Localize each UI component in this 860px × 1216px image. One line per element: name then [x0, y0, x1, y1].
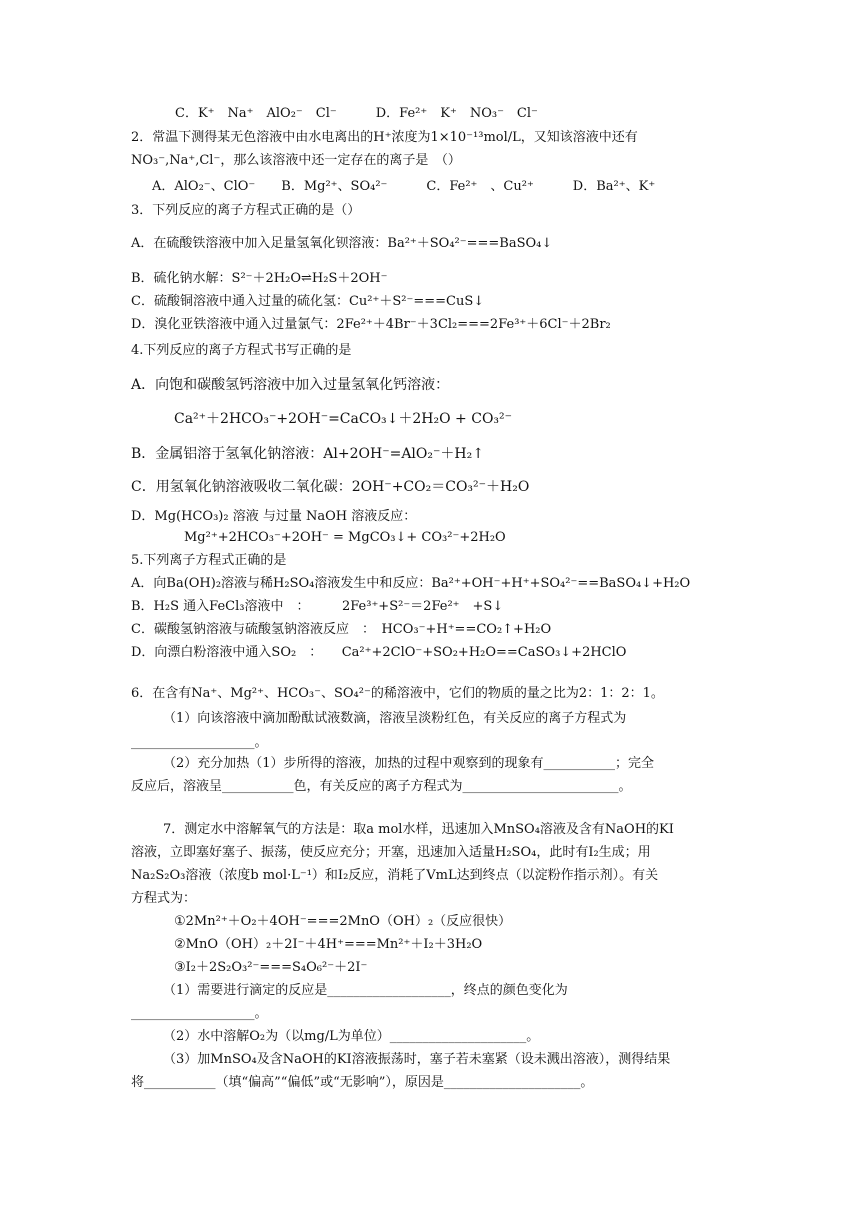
- q5-option-b: B．H₂S 通入FeCl₃溶液中 ： 2Fe³⁺+S²⁻＝2Fe²⁺ +S↓: [131, 599, 504, 614]
- q7-part3-line1: （3）加MnSO₄及含NaOH的KI溶液振荡时，塞子若未塞紧（设未溅出溶液），测得结果: [163, 1052, 671, 1067]
- q4-option-d-equation: Mg²⁺+2HCO₃⁻+2OH⁻ = MgCO₃↓+ CO₃²⁻+2H₂O: [184, 530, 506, 545]
- q4-option-d: D．Mg(HCO₃)₂ 溶液 与过量 NaOH 溶液反应：: [131, 509, 417, 524]
- q6-stem: 6．在含有Na⁺、Mg²⁺、HCO₃⁻、SO₄²⁻的稀溶液中，它们的物质的量之比为2：1：2：1。: [131, 686, 664, 701]
- q7-stem-line2: 溶液，立即塞好塞子、振荡，使反应充分；开塞，迅速加入适量H₂SO₄，此时有I₂生成；用: [131, 845, 651, 860]
- q7-equation-1: ①2Mn²⁺＋O₂＋4OH⁻===2MnO（OH）₂（反应很快）: [174, 914, 512, 929]
- q7-part1: （1）需要进行滴定的反应是___________________，终点的颜色变化为: [163, 983, 568, 998]
- q5-stem: 5.下列离子方程式正确的是: [131, 553, 287, 568]
- q4-option-b: B．金属铝溶于氢氧化钠溶液：Al+2OH⁻=AlO₂⁻＋H₂↑: [131, 446, 484, 462]
- q6-part1: （1）向该溶液中滴加酚酞试液数滴，溶液呈淡粉红色，有关反应的离子方程式为: [163, 711, 627, 726]
- q4-stem: 4.下列反应的离子方程式书写正确的是: [131, 343, 352, 358]
- q7-stem-line4: 方程式为：: [131, 891, 197, 906]
- q3-option-c: C．硫酸铜溶液中通入过量的硫化氢：Cu²⁺＋S²⁻===CuS↓: [131, 294, 485, 309]
- q4-option-c: C．用氢氧化钠溶液吸收二氧化碳：2OH⁻+CO₂＝CO₃²⁻＋H₂O: [131, 479, 530, 495]
- q2-options: A．AlO₂⁻、ClO⁻ B．Mg²⁺、SO₄²⁻ C．Fe²⁺ 、Cu²⁺ D．Ba²⁺、K⁺: [152, 179, 656, 194]
- q4-option-a: A．向饱和碳酸氢钙溶液中加入过量氢氧化钙溶液：: [131, 377, 450, 393]
- q7-part2: （2）水中溶解O₂为（以mg/L为单位）_____________________。: [163, 1029, 540, 1044]
- q7-equation-3: ③I₂＋2S₂O₃²⁻===S₄O₆²⁻＋2I⁻: [174, 960, 368, 975]
- q6-part2-line1: （2）充分加热（1）步所得的溶液，加热的过程中观察到的现象有___________；完全: [163, 756, 655, 771]
- q5-option-c: C．碳酸氢钠溶液与硫酸氢钠溶液反应 ： HCO₃⁻+H⁺==CO₂↑+H₂O: [131, 622, 552, 637]
- q6-part2-line2: 反应后，溶液呈___________色，有关反应的离子方程式为________________________。: [131, 779, 632, 794]
- q5-option-d: D．向漂白粉溶液中通入SO₂ ： Ca²⁺+2ClO⁻+SO₂+H₂O==CaSO₃↓+2HClO: [131, 645, 627, 660]
- q7-stem-line3: Na₂S₂O₃溶液（浓度b mol·L⁻¹）和I₂反应，消耗了VmL达到终点（以淀粉作指示剂）。有关: [131, 868, 659, 883]
- q7-stem-line1: 7．测定水中溶解氧气的方法是：取a mol水样，迅速加入MnSO₄溶液及含有NaOH的KI: [163, 822, 674, 837]
- q1-option-cd: C．K⁺ Na⁺ AlO₂⁻ Cl⁻ D．Fe²⁺ K⁺ NO₃⁻ Cl⁻: [175, 106, 538, 121]
- q7-part3-line2: 将___________（填“偏高”“偏低”或“无影响”），原因是_____________________。: [131, 1075, 594, 1090]
- q3-option-b: B．硫化钠水解：S²⁻＋2H₂O⇌H₂S＋2OH⁻: [131, 271, 388, 286]
- q4-option-a-equation: Ca²⁺＋2HCO₃⁻+2OH⁻=CaCO₃↓＋2H₂O + CO₃²⁻: [174, 411, 513, 427]
- q3-option-d: D．溴化亚铁溶液中通入过量氯气：2Fe²⁺＋4Br⁻＋3Cl₂===2Fe³⁺＋6Cl⁻＋2Br₂: [131, 317, 611, 332]
- q6-part1-blank: ___________________。: [131, 735, 268, 750]
- q7-part1-blank: ___________________。: [131, 1006, 268, 1021]
- q3-option-a: A．在硫酸铁溶液中加入足量氢氧化钡溶液：Ba²⁺＋SO₄²⁻===BaSO₄↓: [131, 236, 553, 251]
- q2-stem-line2: NO₃⁻,Na⁺,Cl⁻，那么该溶液中还一定存在的离子是 （）: [131, 153, 461, 168]
- q2-stem-line1: 2．常温下测得某无色溶液中由水电离出的H⁺浓度为1×10⁻¹³mol/L，又知该溶液中还有: [131, 130, 638, 145]
- q5-option-a: A．向Ba(OH)₂溶液与稀H₂SO₄溶液发生中和反应：Ba²⁺+OH⁻+H⁺+SO₄²⁻==BaSO₄↓+H₂O: [131, 576, 691, 591]
- q7-equation-2: ②MnO（OH）₂＋2I⁻＋4H⁺===Mn²⁺＋I₂＋3H₂O: [174, 937, 483, 952]
- q3-stem: 3．下列反应的离子方程式正确的是（）: [131, 203, 361, 218]
